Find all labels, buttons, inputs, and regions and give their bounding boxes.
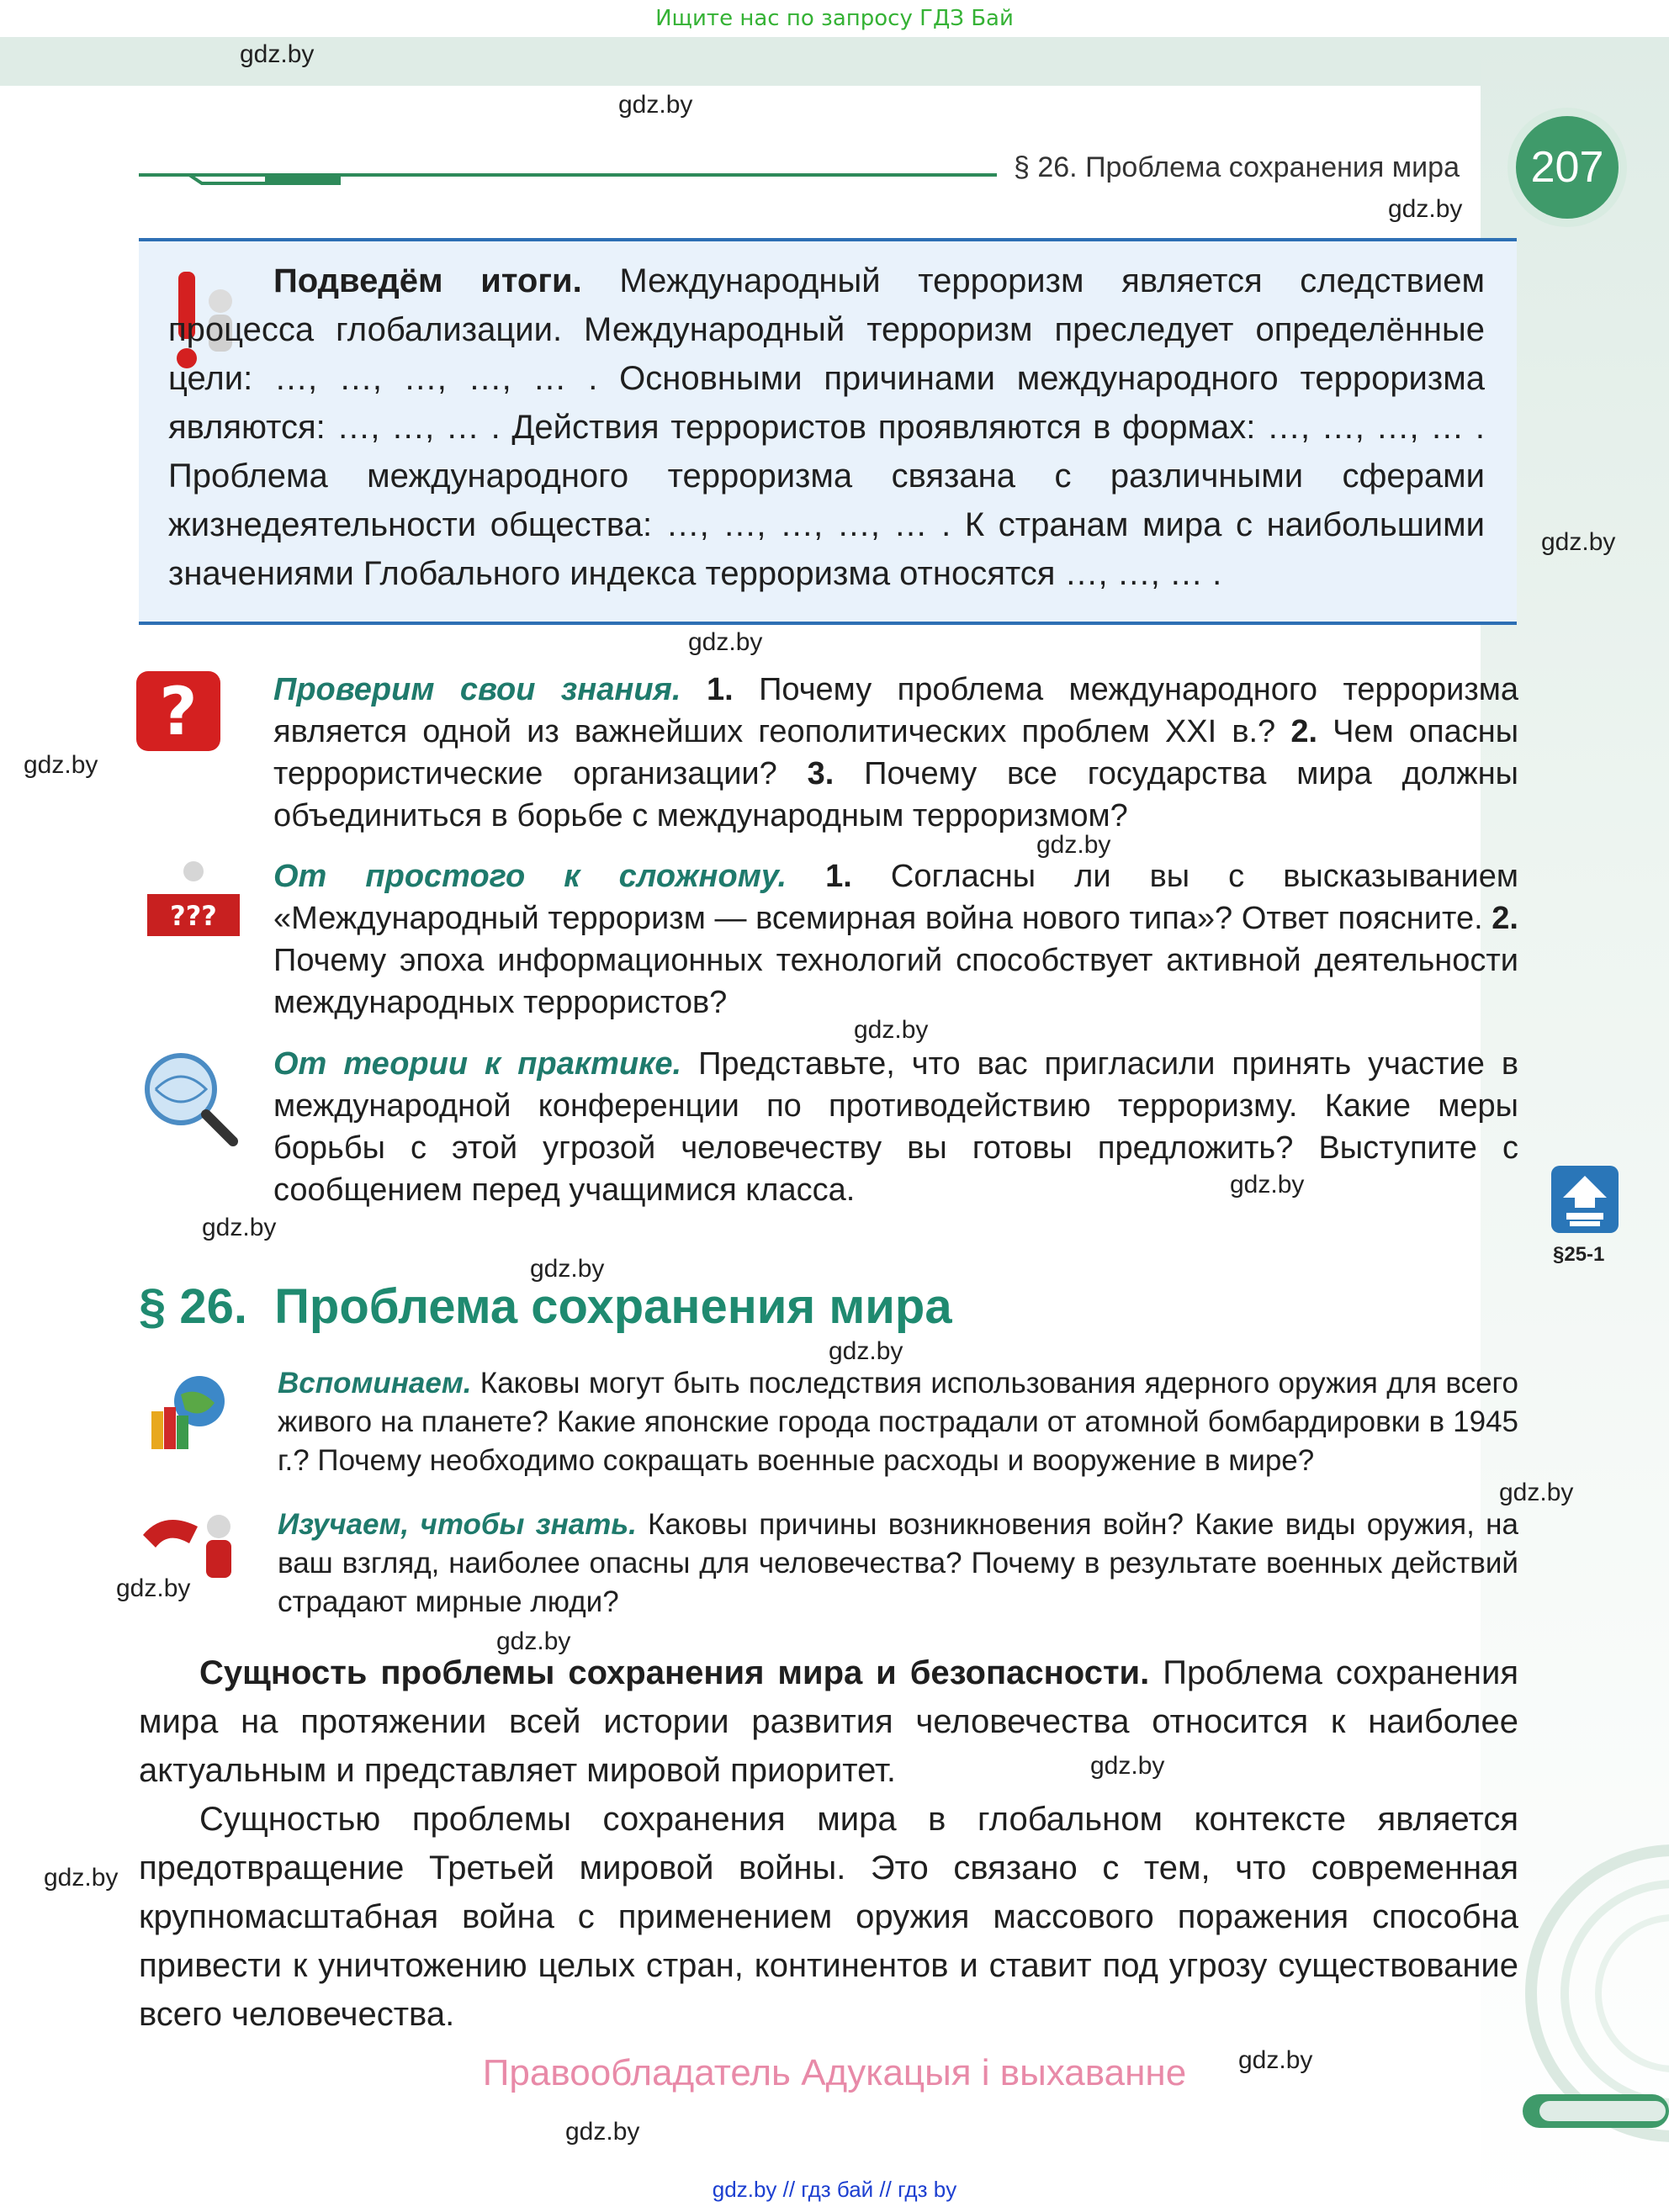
up-arrow-icon (1551, 1166, 1619, 1233)
task-lead: От простого к сложному. (273, 859, 787, 894)
watermark: gdz.by (496, 1627, 571, 1655)
puzzle-figures-icon (143, 856, 244, 940)
page-number-badge: 207 (1516, 116, 1619, 219)
watermark: gdz.by (618, 91, 693, 119)
task-lead: От теории к практике. (273, 1046, 682, 1082)
task-lead: Проверим свои знания. (273, 672, 681, 707)
watermark: gdz.by (116, 1574, 191, 1602)
question-icon (136, 671, 220, 751)
watermark: gdz.by (1090, 1752, 1165, 1780)
task-number: 2. (1492, 901, 1518, 936)
task-text: Чем опасны террористические организации? (273, 714, 1518, 791)
study-text: Каковы причины возникновения войн? Какие виды оружия, на ваш взгляд, наиболее опасны для человечества? Почему в результате военных действий страдают мирные люди? (278, 1508, 1518, 1618)
watermark: gdz.by (854, 1016, 929, 1044)
summary-text (168, 257, 1485, 598)
copyright-note: Правообладатель Адукацыя і выхаванне (482, 2052, 1187, 2093)
task-text: Почему эпоха информационных технологий способствует активной деятельности международных террористов? (273, 943, 1518, 1020)
swirl-decoration (1514, 1783, 1669, 2204)
watermark: gdz.by (688, 628, 763, 656)
back-to-paragraph-button[interactable] (1551, 1166, 1619, 1233)
watermark: gdz.by (24, 751, 98, 779)
task-number: 1. (706, 672, 734, 707)
recall-text: Каковы могут быть последствия использования ядерного оружия для всего живого на планете? Какие японские города пострадали от атомной бомбардировки в 1945 г.? Почему необходимо сокращать военные расходы и вооружение в мире? (278, 1367, 1518, 1477)
back-to-paragraph-label: §25-1 (1553, 1243, 1605, 1266)
svg-text:?: ? (159, 675, 198, 750)
study-figure-icon (139, 1510, 240, 1585)
bottom-links[interactable]: gdz.by // гдз бай // гдз by (712, 2177, 957, 2202)
watermark: gdz.by (1238, 2046, 1313, 2074)
task-text: Почему проблема международного терроризма является одной из важнейших геополитических проблем XXI в.? (273, 672, 1518, 749)
task-simple-to-complex (273, 855, 1518, 1024)
watermark: gdz.by (530, 1255, 605, 1283)
globe-books-icon (147, 1369, 231, 1453)
watermark: gdz.by (1230, 1171, 1305, 1199)
task-check-knowledge (273, 669, 1518, 837)
search-banner (0, 0, 1669, 37)
watermark: gdz.by (44, 1864, 119, 1892)
watermark: gdz.by (829, 1337, 903, 1365)
recall-lead: Вспоминаем. (278, 1367, 472, 1400)
paragraph-prevention: Сущностью проблемы сохранения мира в глобальном контексте является предотвращение Третьей мировой войны. Это связано с тем, что современная крупномасштабная война с применением оружия массового поражения способна привести к уничтожению целых стран, континентов и ставит под угрозу существование всего человечества. (139, 1801, 1518, 2033)
study-block (278, 1506, 1518, 1622)
summary-body: Международный терроризм является следствием процесса глобализации. Международный терроризм преследует определённые цели: …, …, …, …, … . Основными причинами международного терроризма являются: …, …, … . Действия террористов проявляются в формах: …, …, …, … . Проблема международного терроризма связана с различными сферами жизнедеятельности общества: …, …, …, …, … . К странам мира с наибольшими значениями Глобального индекса терроризма относятся …, …, … . (168, 262, 1485, 592)
watermark: gdz.by (565, 2118, 640, 2146)
task-number: 3. (807, 756, 834, 791)
watermark: gdz.by (240, 40, 315, 68)
paragraph-essence (139, 1648, 1518, 1795)
section-title: § 26. Проблема сохранения мира (139, 1279, 952, 1334)
summary-lead: Подведём итоги. (273, 262, 582, 299)
paragraph-lead: Сущность проблемы сохранения мира и безопасности. (199, 1654, 1150, 1691)
search-banner-text: Ищите нас по запросу ГДЗ Бай (655, 6, 1014, 31)
task-text: Согласны ли вы с высказыванием «Международный терроризм — всемирная война нового типа»? Ответ поясните. (273, 859, 1518, 936)
task-number: 1. (825, 859, 852, 894)
svg-text:???: ??? (170, 900, 217, 932)
running-header: § 26. Проблема сохранения мира (1014, 151, 1460, 183)
watermark: gdz.by (202, 1214, 277, 1241)
watermark: gdz.by (1499, 1479, 1574, 1506)
recall-block (278, 1364, 1518, 1480)
task-text: Представьте, что вас пригласили принять участие в международной конференции по противодействию терроризму. Какие меры борьбы с этой угрозой человечеству вы готовы предложить? Выступите с сообщением перед учащимися класса. (273, 1046, 1519, 1208)
magnifier-globe-icon (139, 1047, 240, 1148)
task-number: 2. (1290, 714, 1318, 749)
task-theory-to-practice (273, 1043, 1518, 1211)
watermark: gdz.by (1036, 831, 1111, 859)
header-rule (139, 173, 997, 177)
watermark: gdz.by (1541, 528, 1616, 556)
watermark: gdz.by (1388, 195, 1463, 223)
study-lead: Изучаем, чтобы знать. (278, 1508, 637, 1541)
task-text: Почему все государства мира должны объединиться в борьбе с международным терроризмом? (273, 756, 1518, 833)
paragraph-text: Проблема сохранения мира на протяжении всей истории развития человечества относится к наиболее актуальным и представляет мировой приоритет. (139, 1654, 1518, 1789)
